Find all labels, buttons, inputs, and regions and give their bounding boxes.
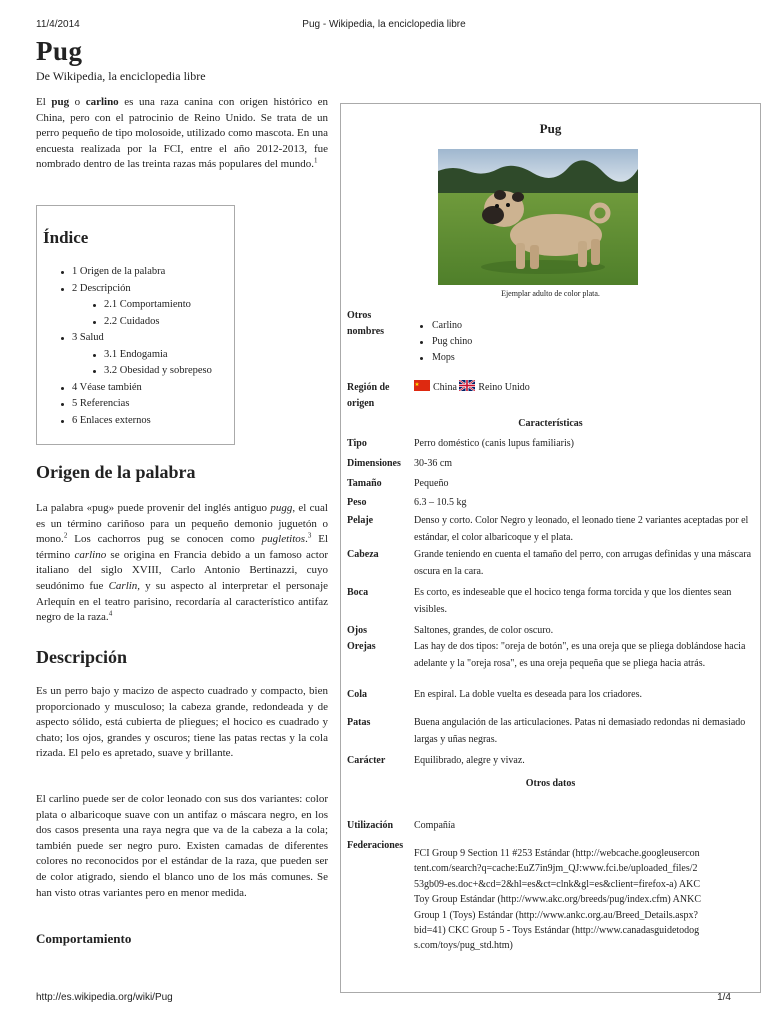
toc-item[interactable]: 2.2 Cuidados: [37, 314, 234, 331]
label-utilizacion: Utilización: [347, 820, 394, 831]
toc-item[interactable]: 4 Véase también: [37, 380, 234, 397]
pug-photo[interactable]: [438, 149, 638, 285]
toc-item[interactable]: 3.2 Obesidad y sobrepeso: [37, 363, 234, 380]
label-federaciones: Federaciones: [347, 840, 404, 851]
federaciones-value: FCI Group 9 Section 11 #253 Estándar (http://webcache.googleusercontent.com/search?q=cache:EuZ7in9jm_QJ:www.fci.be/uploaded_files/253gb09-es.doc+&cd=2&hl=es&ct=clnk&gl=es&client=firefox-a) AKC Toy Group Estándar (http://www.akc.org/breeds/pug/index.cfm) ANKC Group 1 (Toys) Estándar (http://www.ankc.org.au/Breed_Details.aspx?bid=41) CKC Group 5 - Toys Estándar (http://www.canadasguidetodogs.com/toys/pug_std.htm): [414, 848, 702, 952]
region-value: [414, 380, 754, 397]
infobox-row-label: Cola: [347, 689, 367, 700]
infobox-row-label: Orejas: [347, 641, 376, 652]
utilizacion-value: Compañía: [414, 820, 456, 831]
descripcion-paragraph-1: Es un perro bajo y macizo de aspecto cuadrado y compacto, bien proporcionado y musculoso; la cabeza grande, redondeada y de aspecto sólido, está cubierta de pliegues; el hocico es cuadrado y chato; los ojos, grandes y oscuros; tiene las patas rectas y la cola rizada. El pelo es apretado, suave y brillante.: [36, 685, 328, 760]
toc-item[interactable]: 6 Enlaces externos: [37, 413, 234, 430]
infobox-title: Pug: [539, 121, 562, 136]
subsection-heading-comportamiento: Comportamiento: [36, 931, 132, 946]
table-of-contents: [36, 205, 235, 445]
toc-item[interactable]: 3 Salud: [37, 330, 234, 347]
label-otros-nombres: Otros nombres: [347, 310, 385, 337]
section-otros-datos: Otros datos: [525, 778, 576, 789]
descripcion-paragraph-2: El carlino puede ser de color leonado con sus dos variantes: color plata o albaricoque suave con un antifaz o máscara negro, en los dos casos presenta una raya negra que va de la cabeza a la cola; también puede ser negro puro. Existen camadas de diferentes colores no reconocidos por el estándar de la raza, que pueden ser de color atigrado, siendo el blanco uno de los más comunes. Se han visto otras variantes pero en menor medida.: [36, 793, 328, 899]
china-flag-icon: [414, 380, 430, 391]
ref-link[interactable]: 2: [63, 531, 68, 540]
region-uk-link[interactable]: Reino Unido: [478, 382, 530, 393]
infobox-row-label: Pelaje: [347, 515, 374, 526]
origen-paragraph: La palabra «pug» puede provenir del inglés antiguo pugg, el cual es un término cariñoso para un pequeño demonio juguetón o mono.$^2$ Los cachorros pug se conocen como pugletitos.$^3$ El término carlino se origina en Francia debido a un famoso actor italiano del siglo XVIII, Carlo Antonio Bertinazzi, cuyo seudónimo fue Carlin, y su aspecto al interpretar el personaje Arlequín en el teatro parisino, recordaría al característico antifaz negro de la raza.$^4$: [36, 502, 329, 624]
infobox-row-label: Tamaño: [347, 478, 382, 489]
ref-link[interactable]: 1: [313, 156, 318, 165]
toc-item[interactable]: 2 Descripción: [37, 281, 234, 298]
toc-title: Índice: [43, 228, 89, 247]
page-subtitle: De Wikipedia, la enciclopedia libre: [36, 69, 206, 83]
infobox-row-value: Denso y corto. Color Negro y leonado, el leonado tiene 2 variantes aceptadas por el estándar, el color albaricoque y el plata.: [414, 515, 749, 543]
infobox-row-label: Dimensiones: [347, 458, 401, 469]
section-caracteristicas: Características: [518, 418, 583, 429]
infobox-row-value: En espiral. La doble vuelta es deseada para los criadores.: [414, 689, 642, 700]
infobox-row-label: Cabeza: [347, 549, 379, 560]
otro-nombre-item: Carlino: [414, 318, 472, 334]
infobox-row-value: Grande teniendo en cuenta el tamaño del perro, con arrugas definidas y una máscara oscura en la cara.: [414, 549, 752, 577]
print-page-number: 1/4: [717, 992, 731, 1003]
toc-item[interactable]: 2.1 Comportamiento: [37, 297, 234, 314]
infobox-row-value: 30-36 cm: [414, 458, 453, 469]
infobox-row-value: Equilibrado, alegre y vivaz.: [414, 755, 525, 766]
infobox-row-label: Carácter: [347, 755, 386, 766]
infobox-row-value: Pequeño: [414, 478, 449, 489]
infobox-row-value: Buena angulación de las articulaciones. Patas ni demasiado redondas ni demasiado largas y uñas negras.: [414, 717, 746, 745]
label-region: Región de origen: [347, 382, 390, 409]
section-heading-origen: Origen de la palabra: [36, 462, 196, 482]
print-page-title: Pug - Wikipedia, la enciclopedia libre: [302, 19, 466, 30]
infobox: [340, 103, 761, 993]
otro-nombre-item: Pug chino: [414, 334, 472, 350]
uk-flag-icon: [459, 380, 475, 391]
infobox-row-value: 6.3 – 10.5 kg: [414, 497, 467, 508]
infobox-row-value: Saltones, grandes, de color oscuro.: [414, 625, 554, 636]
otros-nombres-list: [414, 318, 472, 366]
infobox-row-value: Las hay de dos tipos: "oreja de botón", es una oreja que se pliega doblándose hacia adelante y la "oreja rosa", es una oreja pequeña que se pliega hacia atrás.: [414, 641, 746, 669]
infobox-row-label: Peso: [347, 497, 367, 508]
toc-item[interactable]: 5 Referencias: [37, 396, 234, 413]
page-title: Pug: [36, 36, 83, 66]
toc-item[interactable]: 3.1 Endogamia: [37, 347, 234, 364]
infobox-row-value: Es corto, es indeseable que el hocico tenga forma torcida y que los dientes sean visibles.: [414, 587, 732, 615]
infobox-row-label: Tipo: [347, 438, 367, 449]
region-china-link[interactable]: China: [433, 382, 457, 393]
print-date: 11/4/2014: [36, 19, 80, 30]
intro-paragraph: El pug o carlino es una raza canina con origen histórico en China, pero con el patrocinio de Reino Unido. Se trata de un perro pequeño de tipo molosoide, utilizado como mascota. En una encuesta realizada por la FCI, entre el año 2012-2013, fue nombrado dentro de las treinta razas más populares del mundo.$^1$: [36, 96, 329, 171]
infobox-row-value: Perro doméstico (canis lupus familiaris): [414, 438, 574, 449]
toc-list: [37, 264, 234, 429]
ref-link[interactable]: 3: [307, 531, 312, 540]
photo-caption: Ejemplar adulto de color plata.: [501, 289, 600, 298]
term-carlino: carlino: [85, 96, 119, 108]
ref-link[interactable]: 4: [108, 609, 113, 618]
toc-item[interactable]: 1 Origen de la palabra: [37, 264, 234, 281]
otro-nombre-item: Mops: [414, 350, 472, 366]
term-pug: pug: [51, 96, 70, 108]
section-heading-descripcion: Descripción: [36, 647, 127, 667]
print-url: http://es.wikipedia.org/wiki/Pug: [36, 992, 173, 1003]
infobox-row-label: Ojos: [347, 625, 367, 636]
infobox-row-label: Boca: [347, 587, 369, 598]
infobox-row-label: Patas: [347, 717, 371, 728]
